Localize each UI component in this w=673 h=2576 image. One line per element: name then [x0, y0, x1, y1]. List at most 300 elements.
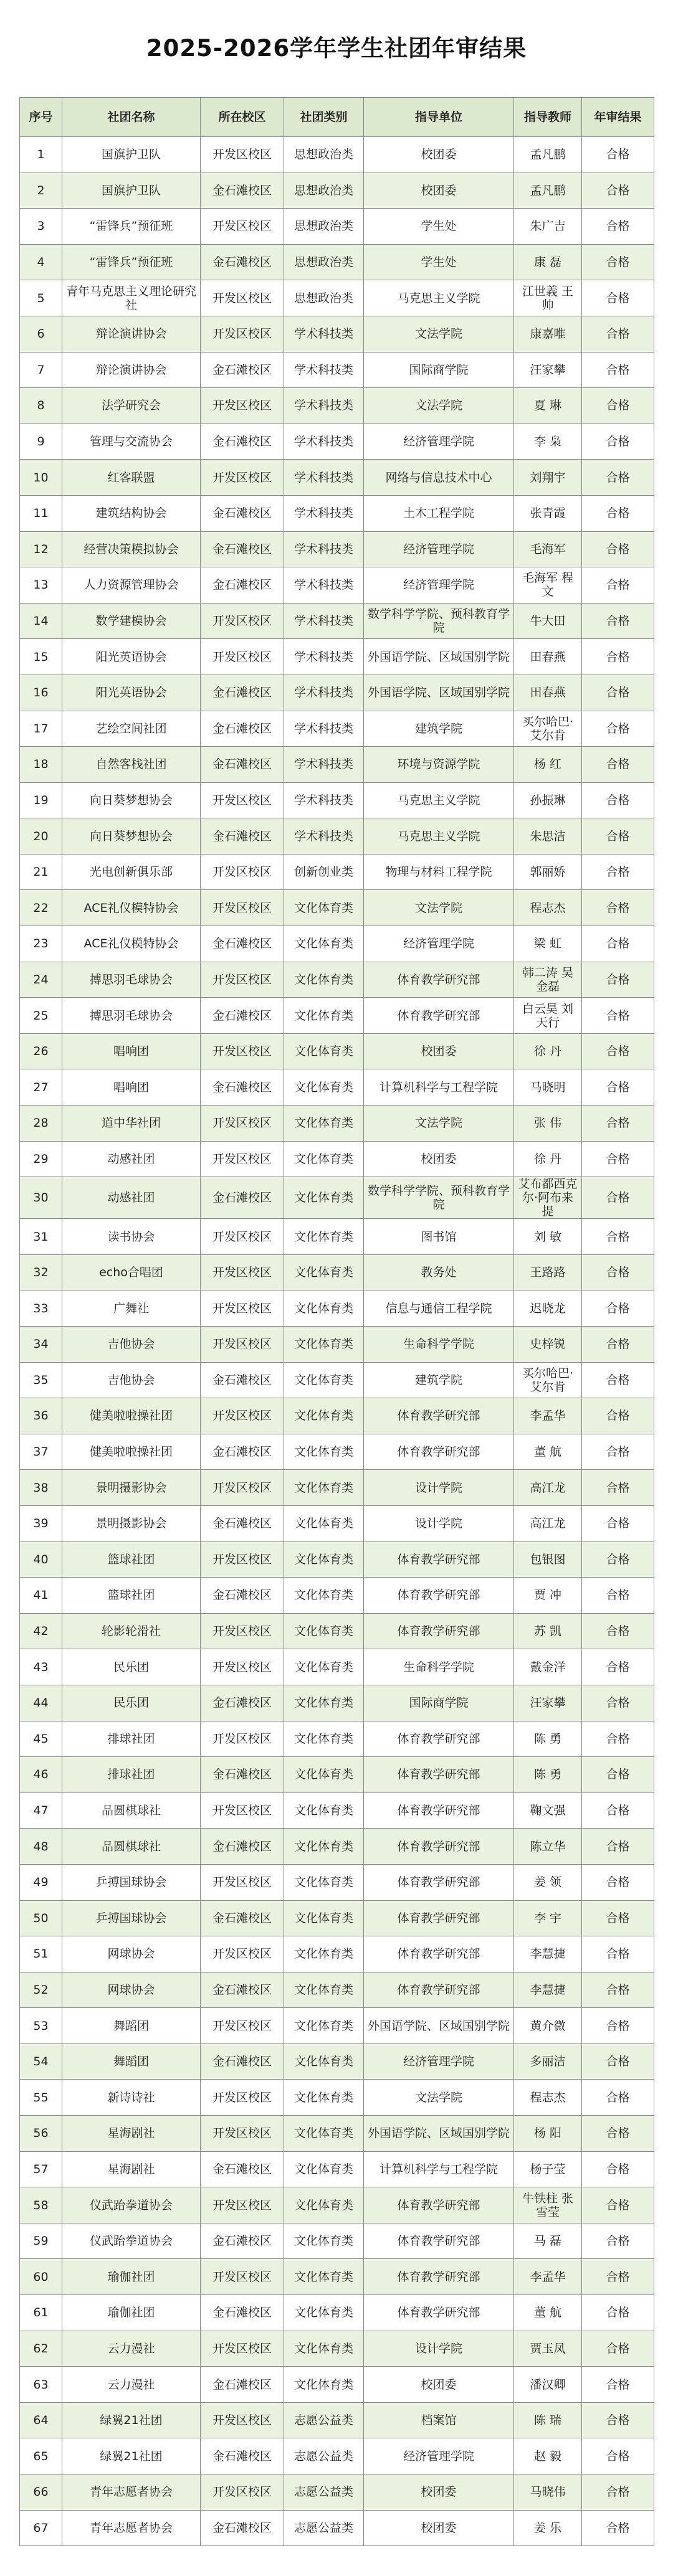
cell-result: 合格: [582, 639, 654, 675]
cell-category: 学术科技类: [284, 460, 364, 496]
cell-index: 48: [20, 1829, 62, 1865]
cell-campus: 开发区校区: [201, 1290, 284, 1327]
cell-category: 文化体育类: [284, 1505, 364, 1541]
cell-index: 56: [20, 2116, 62, 2152]
cell-category: 文化体育类: [284, 2223, 364, 2259]
cell-unit: 校团委: [364, 2474, 514, 2511]
table-row: [20, 2402, 654, 2438]
cell-index: 45: [20, 1721, 62, 1757]
header-unit: 指导单位: [364, 98, 514, 137]
table-header-row: [20, 98, 654, 137]
header-campus: 所在校区: [201, 98, 284, 137]
table-row: [20, 818, 654, 855]
cell-result: 合格: [582, 1106, 654, 1142]
cell-teacher: 康嘉唯: [514, 316, 582, 352]
cell-campus: 金石滩校区: [201, 1069, 284, 1106]
cell-teacher: 牛大田: [514, 603, 582, 639]
cell-category: 文化体育类: [284, 2080, 364, 2116]
cell-category: 文化体育类: [284, 2367, 364, 2403]
cell-index: 20: [20, 818, 62, 855]
cell-unit: 外国语学院、区域国别学院: [364, 2008, 514, 2044]
cell-index: 52: [20, 1972, 62, 2008]
cell-result: 合格: [582, 1541, 654, 1578]
cell-result: 合格: [582, 854, 654, 890]
cell-teacher: 艾布都西克尔·阿布来提: [514, 1177, 582, 1219]
results-table: [19, 97, 654, 2546]
cell-index: 54: [20, 2043, 62, 2080]
cell-result: 合格: [582, 1033, 654, 1069]
cell-category: 学术科技类: [284, 818, 364, 855]
cell-index: 15: [20, 639, 62, 675]
cell-club-name: echo合唱团: [62, 1254, 201, 1290]
cell-result: 合格: [582, 1470, 654, 1506]
cell-club-name: 绿翼21社团: [62, 2402, 201, 2438]
cell-club-name: 品圆棋球社: [62, 1792, 201, 1829]
cell-unit: 体育教学研究部: [364, 1792, 514, 1829]
cell-result: 合格: [582, 1578, 654, 1614]
cell-category: 文化体育类: [284, 1327, 364, 1363]
cell-unit: 体育教学研究部: [364, 1900, 514, 1936]
cell-unit: 经济管理学院: [364, 531, 514, 567]
cell-category: 学术科技类: [284, 424, 364, 460]
cell-teacher: 孙振琳: [514, 782, 582, 818]
cell-result: 合格: [582, 316, 654, 352]
cell-campus: 金石滩校区: [201, 2367, 284, 2403]
cell-unit: 马克思主义学院: [364, 782, 514, 818]
cell-category: 志愿公益类: [284, 2438, 364, 2474]
table-row: [20, 962, 654, 998]
cell-result: 合格: [582, 1434, 654, 1470]
cell-result: 合格: [582, 2151, 654, 2187]
cell-club-name: 唱响团: [62, 1033, 201, 1069]
cell-result: 合格: [582, 495, 654, 531]
table-row: [20, 747, 654, 783]
cell-club-name: 向日葵梦想协会: [62, 782, 201, 818]
cell-campus: 金石滩校区: [201, 818, 284, 855]
table-row: [20, 2116, 654, 2152]
cell-unit: 体育教学研究部: [364, 1613, 514, 1649]
table-row: [20, 1033, 654, 1069]
cell-category: 思想政治类: [284, 209, 364, 245]
cell-club-name: 管理与交流协会: [62, 424, 201, 460]
cell-campus: 开发区校区: [201, 1398, 284, 1434]
cell-teacher: 陈立华: [514, 1829, 582, 1865]
cell-index: 12: [20, 531, 62, 567]
cell-teacher: 史梓锐: [514, 1327, 582, 1363]
cell-teacher: 高江龙: [514, 1470, 582, 1506]
cell-campus: 金石滩校区: [201, 1177, 284, 1219]
cell-result: 合格: [582, 2402, 654, 2438]
cell-index: 40: [20, 1541, 62, 1578]
cell-campus: 开发区校区: [201, 1106, 284, 1142]
cell-index: 65: [20, 2438, 62, 2474]
cell-index: 51: [20, 1936, 62, 1972]
table-row: [20, 926, 654, 962]
cell-club-name: “雷锋兵”预征班: [62, 244, 201, 280]
cell-campus: 金石滩校区: [201, 352, 284, 388]
table-row: [20, 2008, 654, 2044]
cell-unit: 校团委: [364, 2510, 514, 2546]
cell-teacher: 毛海军: [514, 531, 582, 567]
cell-campus: 金石滩校区: [201, 1578, 284, 1614]
cell-campus: 开发区校区: [201, 1613, 284, 1649]
cell-unit: 体育教学研究部: [364, 1434, 514, 1470]
cell-club-name: 人力资源管理协会: [62, 567, 201, 604]
table-row: [20, 2223, 654, 2259]
cell-index: 19: [20, 782, 62, 818]
cell-teacher: 徐 丹: [514, 1141, 582, 1177]
table-row: [20, 1106, 654, 1142]
cell-unit: 体育教学研究部: [364, 1864, 514, 1900]
cell-category: 文化体育类: [284, 926, 364, 962]
cell-index: 6: [20, 316, 62, 352]
cell-club-name: 绿翼21社团: [62, 2438, 201, 2474]
cell-category: 文化体育类: [284, 998, 364, 1034]
cell-campus: 开发区校区: [201, 280, 284, 316]
cell-index: 5: [20, 280, 62, 316]
cell-unit: 经济管理学院: [364, 2438, 514, 2474]
cell-category: 文化体育类: [284, 1972, 364, 2008]
cell-index: 38: [20, 1470, 62, 1506]
cell-club-name: 瑜伽社团: [62, 2295, 201, 2331]
cell-category: 文化体育类: [284, 1685, 364, 1721]
cell-campus: 开发区校区: [201, 1936, 284, 1972]
cell-result: 合格: [582, 2116, 654, 2152]
cell-club-name: 景明摄影协会: [62, 1505, 201, 1541]
cell-teacher: 刘翔宇: [514, 460, 582, 496]
cell-campus: 金石滩校区: [201, 495, 284, 531]
cell-unit: 校团委: [364, 2367, 514, 2403]
cell-category: 志愿公益类: [284, 2474, 364, 2511]
cell-campus: 开发区校区: [201, 2080, 284, 2116]
cell-category: 思想政治类: [284, 137, 364, 173]
cell-result: 合格: [582, 1327, 654, 1363]
cell-unit: 文法学院: [364, 388, 514, 424]
cell-campus: 金石滩校区: [201, 531, 284, 567]
table-row: [20, 316, 654, 352]
cell-campus: 金石滩校区: [201, 1829, 284, 1865]
cell-category: 文化体育类: [284, 2043, 364, 2080]
cell-campus: 开发区校区: [201, 1649, 284, 1685]
table-row: [20, 1398, 654, 1434]
cell-club-name: 阳光英语协会: [62, 639, 201, 675]
cell-result: 合格: [582, 1254, 654, 1290]
cell-index: 13: [20, 567, 62, 604]
cell-result: 合格: [582, 675, 654, 711]
cell-result: 合格: [582, 1721, 654, 1757]
table-row: [20, 1578, 654, 1614]
table-row: [20, 1177, 654, 1219]
cell-category: 文化体育类: [284, 2187, 364, 2223]
cell-unit: 外国语学院、区域国别学院: [364, 639, 514, 675]
cell-result: 合格: [582, 1069, 654, 1106]
cell-category: 文化体育类: [284, 2295, 364, 2331]
cell-campus: 开发区校区: [201, 854, 284, 890]
cell-index: 53: [20, 2008, 62, 2044]
cell-category: 文化体育类: [284, 2008, 364, 2044]
table-row: [20, 280, 654, 316]
table-row: [20, 1069, 654, 1106]
cell-club-name: 云力漫社: [62, 2367, 201, 2403]
table-row: [20, 1362, 654, 1398]
cell-index: 32: [20, 1254, 62, 1290]
cell-category: 文化体育类: [284, 1757, 364, 1793]
cell-unit: 校团委: [364, 1033, 514, 1069]
cell-teacher: 姜 乐: [514, 2510, 582, 2546]
cell-club-name: 轮影轮滑社: [62, 1613, 201, 1649]
cell-teacher: 董 航: [514, 2295, 582, 2331]
cell-result: 合格: [582, 782, 654, 818]
cell-campus: 开发区校区: [201, 1254, 284, 1290]
table-row: [20, 890, 654, 926]
cell-category: 文化体育类: [284, 1541, 364, 1578]
cell-teacher: 汪家攀: [514, 352, 582, 388]
cell-index: 36: [20, 1398, 62, 1434]
cell-unit: 生命科学学院: [364, 1327, 514, 1363]
cell-unit: 经济管理学院: [364, 424, 514, 460]
cell-result: 合格: [582, 388, 654, 424]
table-row: [20, 1864, 654, 1900]
cell-unit: 马克思主义学院: [364, 280, 514, 316]
cell-index: 57: [20, 2151, 62, 2187]
cell-category: 文化体育类: [284, 2259, 364, 2295]
cell-campus: 开发区校区: [201, 1541, 284, 1578]
table-row: [20, 424, 654, 460]
cell-unit: 体育教学研究部: [364, 1541, 514, 1578]
cell-campus: 开发区校区: [201, 962, 284, 998]
cell-campus: 开发区校区: [201, 1470, 284, 1506]
table-row: [20, 1792, 654, 1829]
cell-unit: 文法学院: [364, 1106, 514, 1142]
cell-teacher: 迟晓龙: [514, 1290, 582, 1327]
cell-club-name: 云力漫社: [62, 2331, 201, 2367]
table-row: [20, 1757, 654, 1793]
cell-unit: 图书馆: [364, 1219, 514, 1255]
cell-category: 文化体育类: [284, 2151, 364, 2187]
cell-campus: 开发区校区: [201, 1864, 284, 1900]
table-row: [20, 1613, 654, 1649]
cell-unit: 校团委: [364, 137, 514, 173]
cell-index: 14: [20, 603, 62, 639]
cell-teacher: 李孟华: [514, 2259, 582, 2295]
cell-category: 学术科技类: [284, 747, 364, 783]
cell-club-name: 民乐团: [62, 1649, 201, 1685]
cell-teacher: 贾 冲: [514, 1578, 582, 1614]
cell-campus: 开发区校区: [201, 460, 284, 496]
cell-index: 31: [20, 1219, 62, 1255]
cell-unit: 数学科学学院、预科教育学院: [364, 603, 514, 639]
cell-teacher: 程志杰: [514, 2080, 582, 2116]
cell-result: 合格: [582, 567, 654, 604]
cell-campus: 开发区校区: [201, 388, 284, 424]
cell-teacher: 朱思洁: [514, 818, 582, 855]
cell-result: 合格: [582, 460, 654, 496]
cell-category: 文化体育类: [284, 1649, 364, 1685]
cell-club-name: 青年志愿者协会: [62, 2510, 201, 2546]
cell-teacher: 黄介微: [514, 2008, 582, 2044]
table-row: [20, 1721, 654, 1757]
cell-teacher: 买尔哈巴·艾尔肯: [514, 711, 582, 747]
cell-index: 41: [20, 1578, 62, 1614]
cell-campus: 开发区校区: [201, 782, 284, 818]
cell-index: 23: [20, 926, 62, 962]
cell-result: 合格: [582, 1177, 654, 1219]
cell-club-name: 网球协会: [62, 1936, 201, 1972]
cell-category: 志愿公益类: [284, 2402, 364, 2438]
cell-index: 27: [20, 1069, 62, 1106]
cell-unit: 体育教学研究部: [364, 1757, 514, 1793]
cell-index: 50: [20, 1900, 62, 1936]
cell-index: 1: [20, 137, 62, 173]
cell-teacher: 戴金洋: [514, 1649, 582, 1685]
cell-teacher: 汪家攀: [514, 1685, 582, 1721]
cell-unit: 学生处: [364, 244, 514, 280]
cell-result: 合格: [582, 352, 654, 388]
cell-unit: 体育教学研究部: [364, 2259, 514, 2295]
cell-teacher: 王路路: [514, 1254, 582, 1290]
cell-campus: 开发区校区: [201, 2331, 284, 2367]
cell-unit: 档案馆: [364, 2402, 514, 2438]
cell-campus: 开发区校区: [201, 1141, 284, 1177]
cell-category: 创新创业类: [284, 854, 364, 890]
cell-club-name: 数学建模协会: [62, 603, 201, 639]
cell-campus: 金石滩校区: [201, 1362, 284, 1398]
cell-unit: 体育教学研究部: [364, 2187, 514, 2223]
cell-club-name: 健美啦啦操社团: [62, 1398, 201, 1434]
cell-club-name: 法学研究会: [62, 388, 201, 424]
cell-club-name: 建筑结构协会: [62, 495, 201, 531]
cell-teacher: 田春燕: [514, 639, 582, 675]
table-row: [20, 2331, 654, 2367]
cell-category: 文化体育类: [284, 1434, 364, 1470]
cell-unit: 国际商学院: [364, 352, 514, 388]
table-row: [20, 209, 654, 245]
table-row: [20, 1219, 654, 1255]
cell-category: 文化体育类: [284, 1033, 364, 1069]
cell-teacher: 买尔哈巴·艾尔肯: [514, 1362, 582, 1398]
cell-teacher: 苏 凯: [514, 1613, 582, 1649]
cell-unit: 数学科学学院、预科教育学院: [364, 1177, 514, 1219]
cell-campus: 金石滩校区: [201, 1972, 284, 2008]
cell-unit: 外国语学院、区域国别学院: [364, 2116, 514, 2152]
cell-club-name: 舞蹈团: [62, 2043, 201, 2080]
cell-campus: 开发区校区: [201, 2402, 284, 2438]
cell-club-name: 国旗护卫队: [62, 137, 201, 173]
cell-index: 10: [20, 460, 62, 496]
cell-club-name: 唱响团: [62, 1069, 201, 1106]
cell-teacher: 张青霞: [514, 495, 582, 531]
cell-index: 4: [20, 244, 62, 280]
table-row: [20, 1972, 654, 2008]
header-result: 年审结果: [582, 98, 654, 137]
cell-result: 合格: [582, 2331, 654, 2367]
cell-result: 合格: [582, 1649, 654, 1685]
cell-club-name: 广舞社: [62, 1290, 201, 1327]
cell-club-name: 艺绘空间社团: [62, 711, 201, 747]
table-row: [20, 1541, 654, 1578]
cell-category: 文化体育类: [284, 1219, 364, 1255]
table-row: [20, 137, 654, 173]
cell-category: 思想政治类: [284, 244, 364, 280]
cell-club-name: 星海剧社: [62, 2151, 201, 2187]
cell-club-name: 自然客栈社团: [62, 747, 201, 783]
cell-unit: 设计学院: [364, 1470, 514, 1506]
cell-result: 合格: [582, 2259, 654, 2295]
cell-result: 合格: [582, 1972, 654, 2008]
cell-index: 22: [20, 890, 62, 926]
cell-teacher: 潘汉卿: [514, 2367, 582, 2403]
cell-club-name: 经营决策模拟协会: [62, 531, 201, 567]
cell-unit: 经济管理学院: [364, 2043, 514, 2080]
table-row: [20, 388, 654, 424]
cell-unit: 校团委: [364, 1141, 514, 1177]
cell-teacher: 张 伟: [514, 1106, 582, 1142]
cell-teacher: 鞠文强: [514, 1792, 582, 1829]
cell-unit: 土木工程学院: [364, 495, 514, 531]
cell-index: 17: [20, 711, 62, 747]
cell-unit: 物理与材料工程学院: [364, 854, 514, 890]
table-row: [20, 460, 654, 496]
table-row: [20, 2367, 654, 2403]
cell-unit: 校团委: [364, 173, 514, 209]
cell-index: 37: [20, 1434, 62, 1470]
cell-index: 2: [20, 173, 62, 209]
table-row: [20, 2510, 654, 2546]
cell-campus: 开发区校区: [201, 1792, 284, 1829]
cell-result: 合格: [582, 2187, 654, 2223]
cell-teacher: 李孟华: [514, 1398, 582, 1434]
cell-teacher: 康 磊: [514, 244, 582, 280]
cell-result: 合格: [582, 1290, 654, 1327]
cell-teacher: 朱广吉: [514, 209, 582, 245]
cell-teacher: 马晓伟: [514, 2474, 582, 2511]
cell-category: 学术科技类: [284, 711, 364, 747]
cell-category: 学术科技类: [284, 316, 364, 352]
table-row: [20, 639, 654, 675]
table-row: [20, 1685, 654, 1721]
cell-index: 33: [20, 1290, 62, 1327]
cell-campus: 开发区校区: [201, 2259, 284, 2295]
cell-teacher: 董 航: [514, 1434, 582, 1470]
cell-club-name: 辩论演讲协会: [62, 352, 201, 388]
cell-index: 35: [20, 1362, 62, 1398]
cell-index: 11: [20, 495, 62, 531]
header-club-name: 社团名称: [62, 98, 201, 137]
cell-result: 合格: [582, 1613, 654, 1649]
cell-index: 49: [20, 1864, 62, 1900]
cell-unit: 建筑学院: [364, 711, 514, 747]
cell-category: 学术科技类: [284, 388, 364, 424]
cell-category: 文化体育类: [284, 1177, 364, 1219]
table-row: [20, 1290, 654, 1327]
table-row: [20, 2474, 654, 2511]
cell-unit: 设计学院: [364, 2331, 514, 2367]
table-row: [20, 711, 654, 747]
cell-result: 合格: [582, 244, 654, 280]
cell-result: 合格: [582, 998, 654, 1034]
cell-club-name: 向日葵梦想协会: [62, 818, 201, 855]
cell-category: 文化体育类: [284, 1106, 364, 1142]
cell-club-name: 吉他协会: [62, 1362, 201, 1398]
cell-category: 文化体育类: [284, 2331, 364, 2367]
cell-club-name: 篮球社团: [62, 1578, 201, 1614]
table-row: [20, 2151, 654, 2187]
cell-result: 合格: [582, 890, 654, 926]
table-body: [20, 137, 654, 2546]
cell-teacher: 姜 领: [514, 1864, 582, 1900]
cell-teacher: 多丽洁: [514, 2043, 582, 2080]
cell-unit: 学生处: [364, 209, 514, 245]
